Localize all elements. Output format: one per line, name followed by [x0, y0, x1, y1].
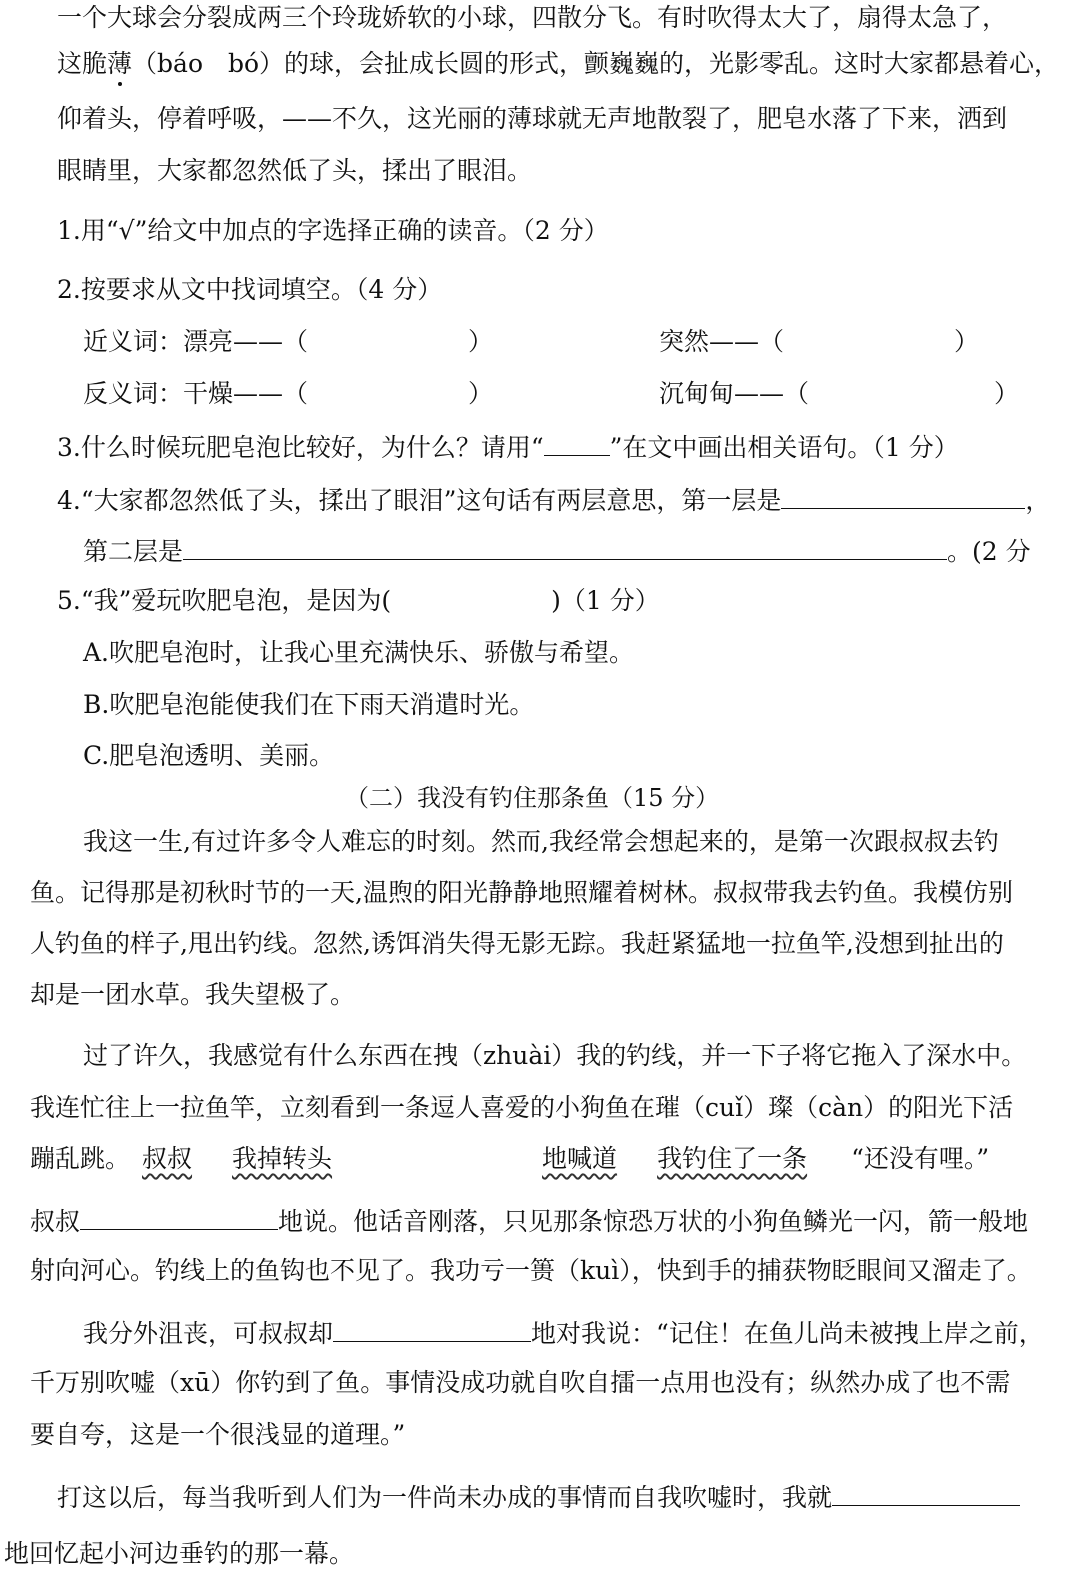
wavy-word-3: 地喊道 [542, 1144, 618, 1173]
section2-p1-line-3: 人钓鱼的样子,甩出钓线。忽然,诱饵消失得无影无踪。我赶紧猛地一拉鱼竿,没想到扯出的 [30, 929, 1004, 958]
wavy-word-1: 叔叔 [142, 1144, 193, 1173]
question-3-end: ”在文中画出相关语句。（1 分） [609, 433, 959, 462]
question-5 [57, 583, 660, 619]
question-5-end: )（1 分） [551, 586, 660, 615]
wavy-word-4: 我钓住了一条 [657, 1144, 808, 1173]
question-3 [57, 427, 959, 463]
question-4-start: 4.“大家都忽然低了头，揉出了眼泪”这句话有两层意思，第一层是 [57, 486, 782, 515]
section2-blank-1[interactable] [80, 1201, 278, 1230]
close-paren: ） [468, 327, 494, 356]
synonym-label: 近义词：漂亮——（ [83, 327, 309, 356]
question-3-start: 3.什么时候玩肥皂泡比较好，为什么？请用“ [57, 433, 544, 462]
section2-blank-2[interactable] [333, 1313, 531, 1342]
passage1-line-2-end: （báo bó）的球，会扯成长圆的形式，颤巍巍的，光影零乱。这时大家都悬着心， [132, 49, 1060, 78]
question-4 [57, 480, 1050, 516]
antonym-label: 反义词：干燥——（ [83, 379, 309, 408]
section2-p3-line-1 [83, 1313, 1044, 1349]
question-5-start: 5.“我”爱玩吹肥皂泡，是因为( [57, 586, 392, 615]
passage1-line-2-start: 这脆 [57, 49, 108, 78]
section2-p1-line-4: 却是一团水草。我失望极了。 [30, 980, 356, 1009]
section2-p2-line-3-start: 蹦乱跳。 [30, 1144, 131, 1173]
section-2-title: （二）我没有钓住那条鱼（15 分） [345, 784, 720, 812]
section2-p3-line-1-end: 地对我说：“记住！在鱼儿尚未被拽上岸之前， [531, 1319, 1044, 1348]
section2-p2-line-4 [30, 1201, 1028, 1237]
section2-p2-line-3-end: “还没有哩。” [851, 1144, 990, 1173]
question-1: 1.用“√”给文中加点的字选择正确的读音。（2 分） [57, 216, 609, 245]
section2-p1-line-1: 我这一生,有过许多令人难忘的时刻。然而,我经常会想起来的，是第一次跟叔叔去钓 [83, 827, 999, 856]
wavy-underlined-text [142, 1144, 845, 1173]
question-4-line-2 [83, 531, 1031, 567]
synonym-row [83, 324, 493, 360]
close-paren: ） [954, 327, 980, 356]
question-4-comma: ， [1025, 486, 1051, 515]
close-paren: ） [994, 379, 1020, 408]
option-c: C.肥皂泡透明、美丽。 [83, 741, 335, 770]
section2-p4-line-1 [57, 1477, 1020, 1513]
section2-p3-line-3: 要自夸，这是一个很浅显的道理。” [30, 1420, 406, 1449]
section2-p4-line-1-start: 打这以后，每当我听到人们为一件尚未办成的事情而自我吹嘘时，我就 [57, 1483, 833, 1512]
section2-p2-line-4-end: 地说。他话音刚落，只见那条惊恐万状的小狗鱼鳞光一闪，箭一般地 [278, 1207, 1029, 1236]
option-b: B.吹肥皂泡能使我们在下雨天消遣时光。 [83, 690, 535, 719]
question-4-score: 。(2 分 [947, 537, 1031, 566]
question-2: 2.按要求从文中找词填空。（4 分） [57, 275, 443, 304]
question-4-second-label: 第二层是 [83, 537, 184, 566]
passage1-line-4: 眼睛里，大家都忽然低了头，揉出了眼泪。 [57, 156, 533, 185]
antonym-row [83, 376, 493, 412]
antonym-row-2 [659, 376, 1019, 412]
section2-p3-line-2: 千万别吹嘘（xū）你钓到了鱼。事情没成功就自吹自擂一点用也没有；纵然办成了也不需 [30, 1368, 1011, 1397]
option-a: A.吹肥皂泡时，让我心里充满快乐、骄傲与希望。 [83, 638, 635, 667]
question-3-line-sample [544, 427, 610, 456]
section2-p2-line-2: 我连忙往上一拉鱼竿，立刻看到一条逗人喜爱的小狗鱼在璀（cuǐ）璨（càn）的阳光下活 [30, 1093, 1014, 1122]
section2-p2-line-5: 射向河心。钓线上的鱼钩也不见了。我功亏一篑（kuì），快到手的捕获物眨眼间又溜走了。 [30, 1256, 1032, 1285]
section2-p3-line-1-start: 我分外沮丧，可叔叔却 [83, 1319, 334, 1348]
section2-blank-3[interactable] [832, 1477, 1020, 1506]
section2-p4-line-2: 地回忆起小河边垂钓的那一幕。 [4, 1539, 355, 1568]
passage1-line-1: 一个大球会分裂成两三个玲珑娇软的小球，四散分飞。有时吹得太大了，扇得太急了， [57, 3, 1008, 32]
synonym-row-2 [659, 324, 979, 360]
section2-p2-line-3 [30, 1141, 989, 1177]
antonym-word-2: 沉甸甸——（ [659, 379, 810, 408]
passage1-line-3: 仰着头，停着呼吸，——不久，这光丽的薄球就无声地散裂了，肥皂水落了下来，洒到 [57, 104, 1008, 133]
close-paren: ） [468, 379, 494, 408]
section2-p2-line-1: 过了许久，我感觉有什么东西在拽（zhuài）我的钓线，并一下子将它拖入了深水中。 [83, 1041, 1027, 1070]
dotted-character: 薄 [107, 46, 132, 82]
passage1-line-2 [57, 46, 1059, 82]
question-4-blank-1[interactable] [781, 480, 1025, 509]
section2-p2-line-4-start: 叔叔 [30, 1207, 81, 1236]
synonym-word-2: 突然——（ [659, 327, 785, 356]
question-4-blank-2[interactable] [183, 531, 947, 560]
wavy-word-2: 我掉转头 [232, 1144, 333, 1173]
section2-p1-line-2: 鱼。记得那是初秋时节的一天,温煦的阳光静静地照耀着树林。叔叔带我去钓鱼。我模仿别 [30, 878, 1013, 907]
